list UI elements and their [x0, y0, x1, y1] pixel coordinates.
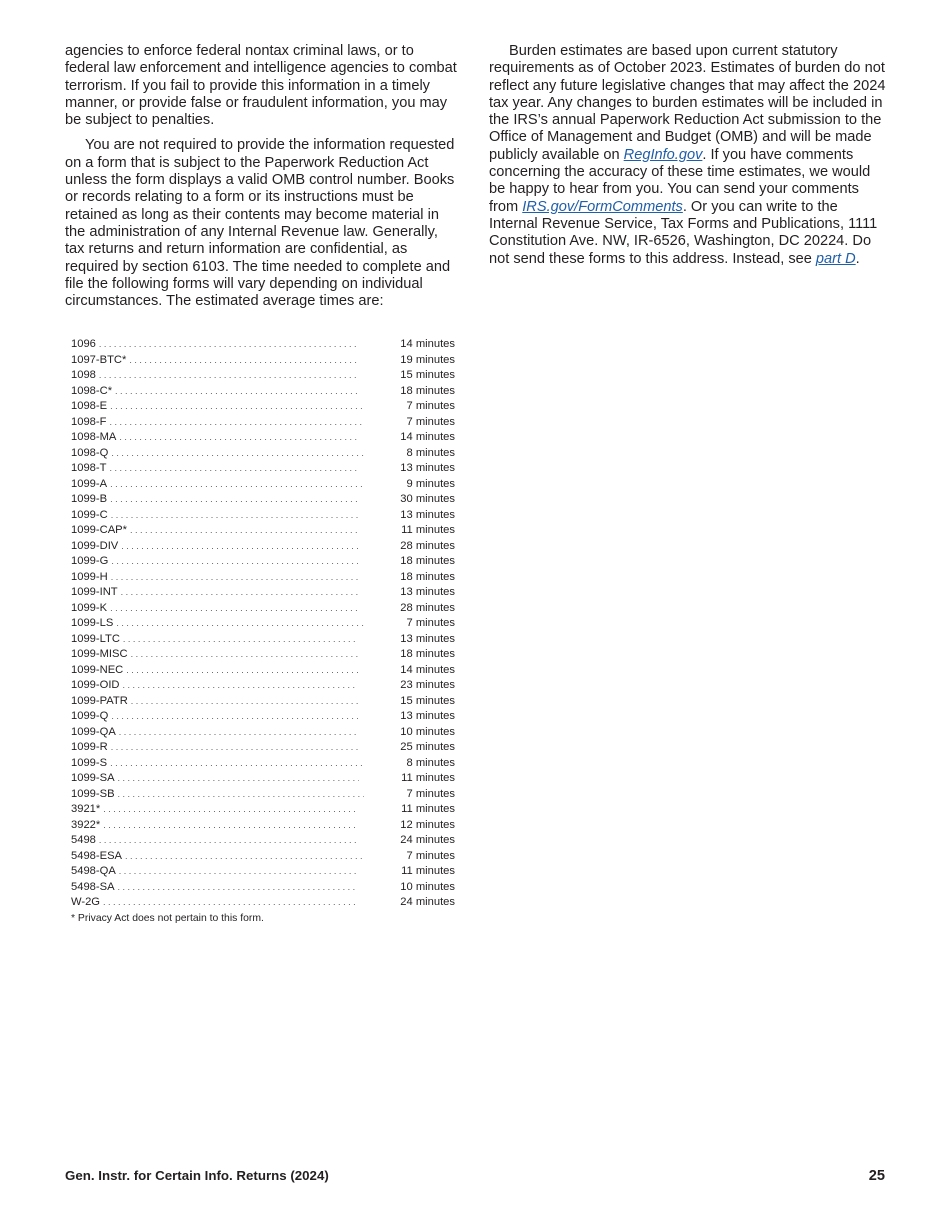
estimated-time: 7 minutes	[406, 849, 455, 862]
time-row	[71, 787, 455, 803]
time-row	[71, 864, 455, 880]
dot-leader	[109, 415, 364, 431]
form-number: 1099-LS	[71, 617, 114, 629]
dot-leader	[109, 461, 358, 477]
estimated-time: 19 minutes	[400, 353, 455, 366]
estimated-time: 11 minutes	[401, 524, 455, 536]
estimated-time: 25 minutes	[400, 741, 455, 753]
estimated-time: 7 minutes	[406, 787, 455, 800]
dot-leader	[123, 678, 359, 694]
page-number: 25	[868, 1168, 885, 1184]
form-number: 1099-NEC	[71, 663, 124, 676]
dot-leader	[111, 570, 359, 586]
dot-leader	[103, 818, 358, 834]
estimated-time: 15 minutes	[400, 369, 455, 381]
paragraph-paperwork-reduction: You are not required to provide the information requested on a form that is subject to the Paperwork Reduction Act unless the form displays a valid OMB control number. Books or records relating to a form or its instructions must be retained as long as their contents may become material in the administration of any Internal Revenue law. Generally, tax returns and return information are confidential, as required by section 6103. The time needed to complete and file the following forms will vary depending on individual circumstances. The estimated average times are:	[65, 137, 455, 310]
dot-leader	[131, 694, 358, 710]
estimated-time: 23 minutes	[400, 679, 455, 691]
form-number: 1098-E	[71, 400, 108, 412]
form-number: 5498-ESA	[71, 849, 122, 862]
form-number: 1099-H	[71, 570, 108, 583]
dot-leader	[126, 663, 358, 679]
paragraph-burden-estimates	[489, 43, 889, 268]
time-row	[71, 585, 455, 601]
form-number: 1099-R	[71, 741, 108, 753]
estimated-time: 11 minutes	[401, 803, 455, 815]
form-number: 5498-QA	[71, 865, 116, 877]
dot-leader	[123, 632, 358, 648]
left-column	[65, 43, 459, 318]
dot-leader	[111, 740, 359, 756]
dot-leader	[99, 833, 358, 849]
form-number: W-2G	[71, 896, 101, 908]
time-row	[71, 508, 455, 524]
time-row	[71, 384, 455, 400]
estimated-time: 7 minutes	[406, 400, 455, 412]
time-row	[71, 725, 455, 741]
burden-text-3: . Or you can write to the Internal Revenue Service, Tax Forms and Publications, 1111 Constitution Ave. NW, IR-6526, Washington, DC 20224. Do not send these forms to this address. Instead, see	[489, 198, 878, 267]
form-number: 1099-QA	[71, 725, 116, 738]
estimated-time: 30 minutes	[400, 493, 455, 505]
form-number: 1099-B	[71, 493, 108, 505]
time-row	[71, 647, 455, 663]
time-row	[71, 709, 455, 725]
time-row	[71, 849, 455, 865]
form-number: 5498-SA	[71, 880, 115, 893]
time-row	[71, 415, 455, 431]
burden-text-4: .	[855, 250, 860, 267]
form-number: 1099-Q	[71, 710, 109, 722]
reginfo-link[interactable]: RegInfo.gov	[623, 146, 703, 163]
dot-leader	[110, 756, 364, 772]
dot-leader	[131, 647, 359, 663]
estimated-time: 12 minutes	[400, 818, 455, 831]
time-row	[71, 539, 455, 555]
estimated-time: 15 minutes	[400, 694, 455, 707]
dot-leader	[119, 725, 358, 741]
estimated-time: 13 minutes	[400, 632, 455, 645]
estimated-time: 7 minutes	[406, 617, 455, 629]
dot-leader	[103, 802, 359, 818]
dot-leader	[129, 353, 358, 369]
time-row	[71, 399, 455, 415]
dot-leader	[118, 787, 365, 803]
dot-leader	[121, 539, 358, 555]
time-row	[71, 818, 455, 834]
estimated-time: 18 minutes	[400, 570, 455, 583]
estimated-time: 28 minutes	[400, 601, 455, 614]
time-row	[71, 771, 455, 787]
form-number: 1098-T	[71, 462, 107, 474]
dot-leader	[111, 554, 358, 570]
time-row	[71, 353, 455, 369]
form-number: 3922*	[71, 818, 101, 831]
time-row	[71, 694, 455, 710]
time-row	[71, 523, 455, 539]
time-row	[71, 554, 455, 570]
form-number: 1097-BTC*	[71, 353, 127, 366]
form-number: 1098-C*	[71, 384, 113, 397]
time-row	[71, 570, 455, 586]
paragraph-penalties: agencies to enforce federal nontax criminal laws, or to federal law enforcement and intelligence agencies to combat terrorism. If you fail to provide this information in a timely manner, or provide false or fraudulent information, you may be subject to penalties.	[65, 43, 457, 129]
estimated-time: 24 minutes	[400, 834, 455, 846]
dot-leader	[121, 585, 359, 601]
form-number: 3921*	[71, 803, 101, 815]
form-number: 1099-SB	[71, 787, 115, 800]
estimated-time: 14 minutes	[400, 663, 455, 676]
dot-leader	[119, 430, 358, 446]
form-comments-link[interactable]: IRS.gov/FormComments	[522, 198, 683, 215]
dot-leader	[116, 616, 364, 632]
estimated-times-table	[71, 337, 455, 926]
form-number: 1099-G	[71, 555, 109, 567]
estimated-time: 18 minutes	[400, 384, 455, 397]
time-row	[71, 802, 455, 818]
time-row	[71, 740, 455, 756]
time-row	[71, 616, 455, 632]
form-number: 1098-Q	[71, 446, 109, 459]
time-row	[71, 756, 455, 772]
form-number: 1099-C	[71, 508, 108, 521]
dot-leader	[99, 368, 358, 384]
form-number: 1099-LTC	[71, 632, 120, 645]
dot-leader	[119, 864, 359, 880]
dot-leader	[118, 880, 359, 896]
time-row	[71, 492, 455, 508]
dot-leader	[111, 446, 364, 462]
dot-leader	[115, 384, 358, 400]
estimated-time: 10 minutes	[400, 880, 455, 893]
form-number: 1099-SA	[71, 772, 115, 784]
form-number: 1099-INT	[71, 586, 118, 598]
dot-leader	[111, 508, 359, 524]
estimated-time: 11 minutes	[401, 772, 455, 784]
time-row	[71, 678, 455, 694]
estimated-time: 18 minutes	[400, 648, 455, 660]
estimated-time: 24 minutes	[400, 896, 455, 908]
estimated-time: 13 minutes	[400, 586, 455, 598]
form-number: 1099-A	[71, 477, 108, 490]
form-number: 1098	[71, 369, 96, 381]
estimated-time: 9 minutes	[406, 477, 455, 490]
dot-leader	[99, 337, 358, 353]
time-row	[71, 446, 455, 462]
dot-leader	[111, 709, 358, 725]
form-number: 1098-F	[71, 415, 107, 428]
estimated-time: 8 minutes	[406, 756, 455, 769]
estimated-time: 7 minutes	[406, 415, 455, 428]
time-row	[71, 663, 455, 679]
time-row	[71, 368, 455, 384]
form-number: 1099-OID	[71, 679, 120, 691]
time-row	[71, 895, 455, 911]
privacy-footnote: * Privacy Act does not pertain to this form.	[71, 912, 264, 924]
time-row	[71, 461, 455, 477]
right-column	[489, 43, 889, 276]
burden-text-2: . If you have comments concerning the accuracy of these time estimates, we would be happy to hear from you. You can send your comments from	[489, 146, 871, 215]
estimated-time: 13 minutes	[400, 508, 455, 521]
dot-leader	[110, 492, 358, 508]
form-number: 1099-K	[71, 601, 108, 614]
form-number: 1099-PATR	[71, 694, 128, 707]
estimated-time: 13 minutes	[400, 462, 455, 474]
time-row	[71, 632, 455, 648]
estimated-time: 10 minutes	[400, 725, 455, 738]
form-number: 1099-CAP*	[71, 524, 127, 536]
estimated-time: 8 minutes	[406, 446, 455, 459]
dot-leader	[118, 771, 360, 787]
form-number: 5498	[71, 834, 96, 846]
time-row	[71, 833, 455, 849]
estimated-time: 14 minutes	[400, 431, 455, 443]
estimated-time: 13 minutes	[400, 710, 455, 722]
form-number: 1099-S	[71, 756, 108, 769]
estimated-time: 14 minutes	[400, 338, 455, 350]
time-row	[71, 477, 455, 493]
dot-leader	[130, 523, 359, 539]
estimated-time: 28 minutes	[400, 539, 455, 552]
part-d-link[interactable]: part D	[815, 250, 856, 267]
time-row	[71, 430, 455, 446]
estimated-time: 11 minutes	[401, 865, 455, 877]
burden-text-1: Burden estimates are based upon current statutory requirements as of October 2023. Estimates of burden do not reflect any future legislative changes that may affect the 2024 tax year. Any changes to burden estimates will be included in the IRS’s annual Paperwork Reduction Act submission to the Office of Management and Budget (OMB) and will be made publicly available on	[489, 43, 886, 163]
form-number: 1099-DIV	[71, 539, 119, 552]
dot-leader	[110, 601, 358, 617]
form-number: 1099-MISC	[71, 648, 128, 660]
dot-leader	[110, 399, 364, 415]
dot-leader	[125, 849, 364, 865]
dot-leader	[103, 895, 358, 911]
form-number: 1098-MA	[71, 431, 117, 443]
time-row	[71, 601, 455, 617]
time-row	[71, 880, 455, 896]
dot-leader	[110, 477, 364, 493]
form-number: 1096	[71, 338, 96, 350]
time-row	[71, 337, 455, 353]
footer-title: Gen. Instr. for Certain Info. Returns (2024)	[65, 1168, 329, 1183]
estimated-time: 18 minutes	[400, 555, 455, 567]
